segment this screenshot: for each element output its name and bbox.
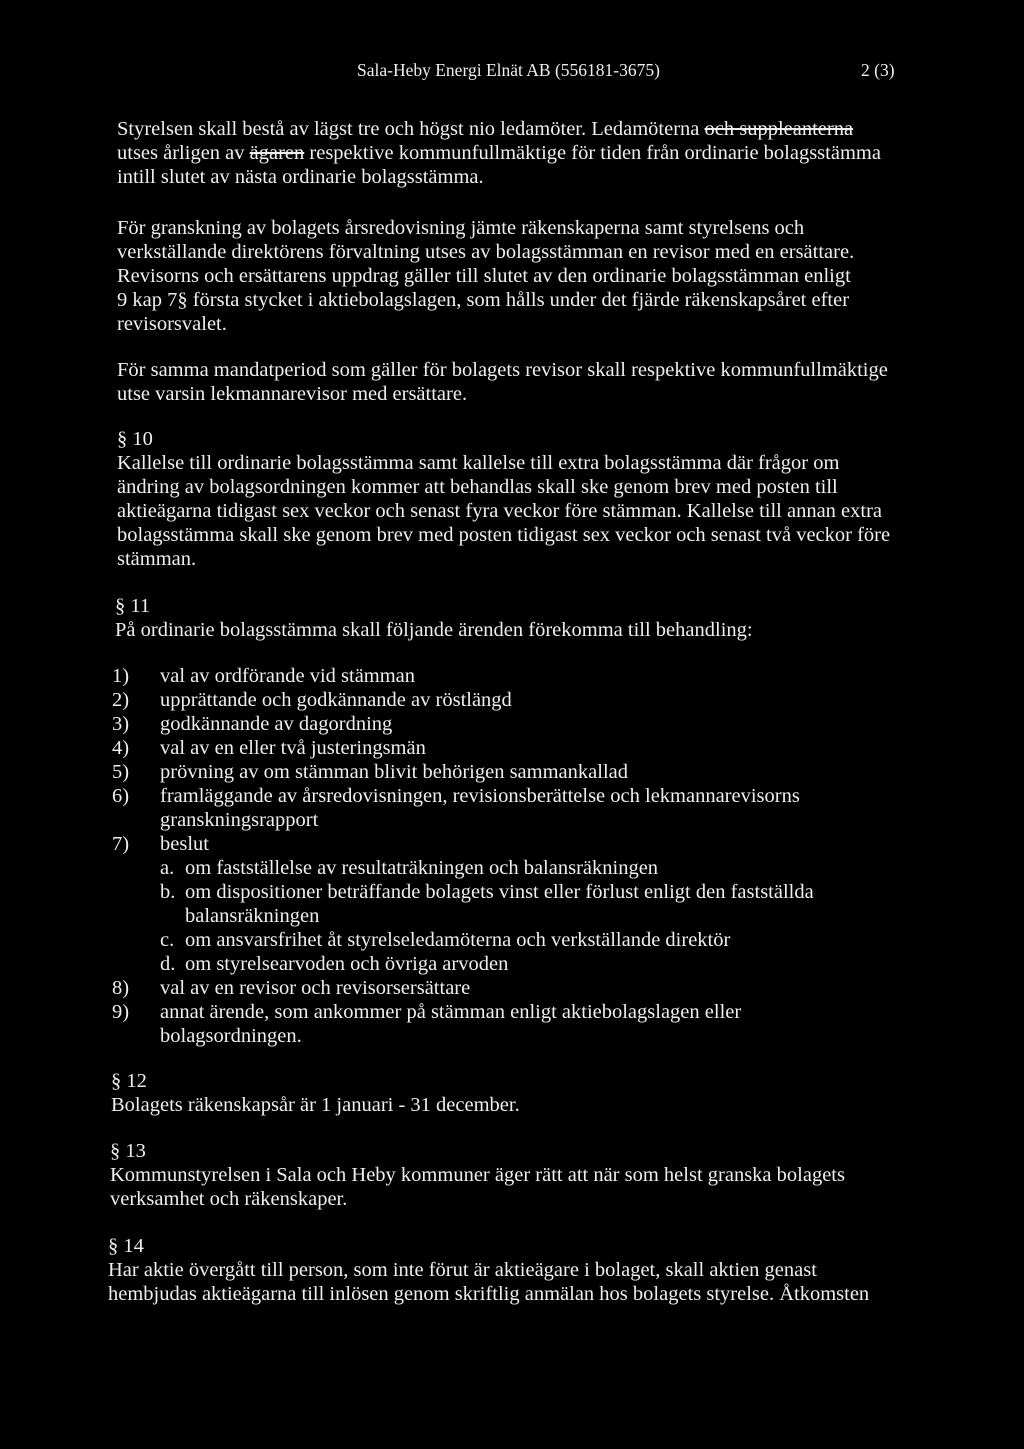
list-number: 2) [112, 689, 130, 711]
text-line: stämman. [117, 548, 197, 570]
list-number: 8) [112, 977, 130, 999]
list-number: 5) [112, 761, 130, 783]
section-13 [110, 1139, 845, 1211]
text-line: Kommunstyrelsen i Sala och Heby kommuner äger rätt att när som helst granska bolagets [110, 1164, 845, 1186]
lay-auditor-paragraph [117, 358, 888, 406]
sub-list-letter: a. [160, 857, 175, 879]
text-line: 9 kap 7§ första stycket i aktiebolagslagen, som hålls under det fjärde räkenskapsåret efter [117, 289, 850, 311]
sub-list-text: om ansvarsfrihet åt styrelseledamöterna och verkställande direktör [185, 929, 731, 951]
page-number: 2 (3) [861, 60, 895, 80]
text-line: För granskning av bolagets årsredovisning jämte räkenskaperna samt styrelsens och [117, 217, 805, 239]
text-line: Bolagets räkenskapsår är 1 januari - 31 december. [111, 1094, 520, 1116]
list-text: godkännande av dagordning [160, 713, 393, 735]
list-text: bolagsordningen. [160, 1025, 302, 1047]
section-11 [115, 594, 753, 642]
text-line [117, 141, 881, 165]
list-text: beslut [160, 833, 209, 855]
list-text: granskningsrapport [160, 809, 319, 831]
section-heading: § 12 [111, 1070, 147, 1092]
list-text: val av ordförande vid stämman [160, 665, 416, 687]
board-paragraph [117, 117, 881, 189]
text-line: Kallelse till ordinarie bolagsstämma samt kallelse till extra bolagsstämma där frågor om [117, 452, 840, 474]
list-number: 3) [112, 713, 130, 735]
section-heading: § 14 [108, 1235, 144, 1257]
list-text: val av en eller två justeringsmän [160, 737, 426, 759]
sub-list-letter: b. [160, 881, 176, 903]
text-line: bolagsstämma skall ske genom brev med posten tidigast sex veckor och senast två veckor före [117, 524, 891, 546]
struck-text: och suppleanterna [704, 118, 854, 140]
sub-list-text: balansräkningen [185, 905, 320, 927]
struck-text: ägaren [249, 142, 305, 164]
text-line: aktieägarna tidigast sex veckor och senast fyra veckor före stämman. Kallelse till annan extra [117, 500, 883, 522]
section-heading: § 13 [110, 1140, 146, 1162]
sub-list-letter: d. [160, 953, 176, 975]
text-line: För samma mandatperiod som gäller för bolagets revisor skall respektive kommunfullmäktige [117, 359, 888, 381]
sub-list-text: om styrelsearvoden och övriga arvoden [185, 953, 509, 975]
sub-list-text: om dispositioner beträffande bolagets vinst eller förlust enligt den fastställda [185, 881, 814, 903]
section-heading: § 10 [117, 428, 153, 450]
list-text: framläggande av årsredovisningen, revisionsberättelse och lekmannarevisorns [160, 785, 800, 807]
text-segment: utses årligen av [117, 142, 245, 164]
list-number: 6) [112, 785, 130, 807]
text-line: utse varsin lekmannarevisor med ersättare. [117, 383, 468, 405]
text-line: Har aktie övergått till person, som inte förut är aktieägare i bolaget, skall aktien genast [108, 1259, 817, 1281]
auditor-paragraph [117, 216, 854, 336]
list-text: val av en revisor och revisorsersättare [160, 977, 471, 999]
sub-list-text: om fastställelse av resultaträkningen och balansräkningen [185, 857, 659, 879]
list-text: prövning av om stämman blivit behörigen sammankallad [160, 761, 628, 783]
list-text: upprättande och godkännande av röstlängd [160, 689, 512, 711]
text-line: revisorsvalet. [117, 313, 227, 335]
text-segment: Styrelsen skall bestå av lägst tre och högst nio ledamöter. Ledamöterna [117, 118, 700, 140]
text-segment: respektive kommunfullmäktige för tiden från ordinarie bolagsstämma [309, 142, 881, 164]
list-number: 1) [112, 665, 130, 687]
section-12 [111, 1069, 520, 1117]
text-line: Revisorns och ersättarens uppdrag gäller till slutet av den ordinarie bolagsstämman enligt [117, 265, 851, 287]
sub-list-letter: c. [160, 929, 175, 951]
list-text: annat ärende, som ankommer på stämman enligt aktiebolagslagen eller [160, 1001, 742, 1023]
section-14 [108, 1234, 869, 1306]
company-header-title: Sala-Heby Energi Elnät AB (556181-3675) [357, 60, 660, 80]
text-line [117, 117, 881, 141]
list-number: 7) [112, 833, 130, 855]
section-heading: § 11 [115, 595, 151, 617]
list-number: 9) [112, 1001, 130, 1023]
text-line: På ordinarie bolagsstämma skall följande ärenden förekomma till behandling: [115, 619, 753, 641]
list-number: 4) [112, 737, 130, 759]
text-line: intill slutet av nästa ordinarie bolagsstämma. [117, 166, 484, 188]
text-line: ändring av bolagsordningen kommer att behandlas skall ske genom brev med posten till [117, 476, 838, 498]
text-line: hembjudas aktieägarna till inlösen genom skriftlig anmälan hos bolagets styrelse. Åtkomsten [108, 1283, 870, 1305]
text-line: verksamhet och räkenskaper. [110, 1188, 348, 1210]
text-line: verkställande direktörens förvaltning utses av bolagsstämman en revisor med en ersättare. [117, 241, 855, 263]
section-10 [117, 427, 890, 571]
